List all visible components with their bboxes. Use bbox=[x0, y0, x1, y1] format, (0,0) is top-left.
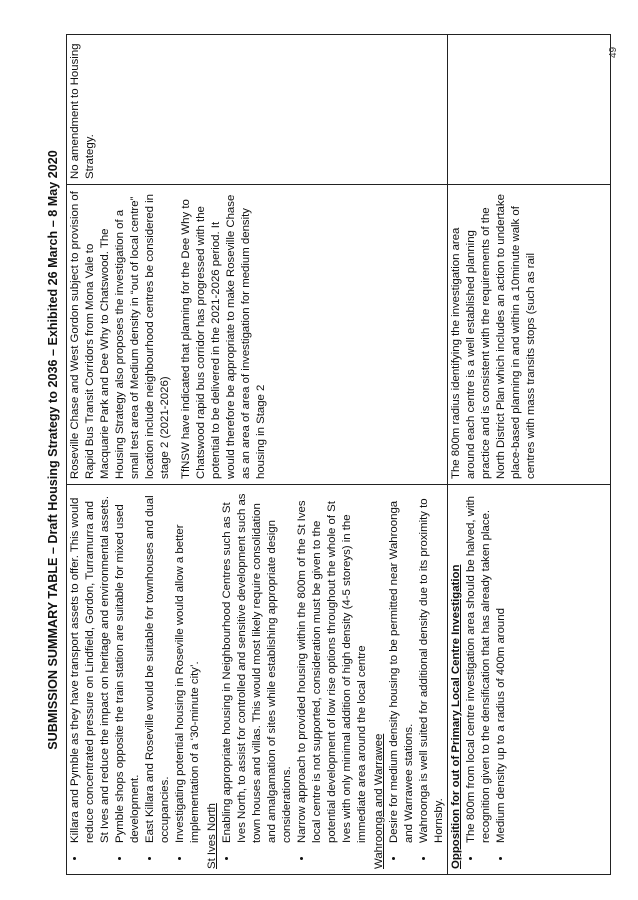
top-bullet-list bbox=[68, 490, 203, 869]
list-item: • Medium density up to a radius of 400m around bbox=[494, 490, 509, 847]
page-title: SUBMISSION SUMMARY TABLE – Draft Housing Strategy to 2036 – Exhibited 26 March – 8 May 2020 bbox=[46, 150, 60, 750]
table-row bbox=[67, 35, 448, 875]
outcome-text: No amendment to Housing Strategy. bbox=[69, 43, 96, 179]
submission-cell bbox=[67, 485, 448, 875]
list-item: • Desire for medium density housing to be permitted near Wahroonga and Warrawee stations. bbox=[387, 490, 417, 847]
list-item: • Investigating potential housing in Roseville would allow a better implementation of a ‘30-minute city’. bbox=[173, 490, 203, 847]
submission-cell bbox=[448, 485, 611, 875]
response-cell bbox=[67, 185, 448, 485]
response-paragraph: Roseville Chase and West Gordon subject to provision of Rapid Bus Transit Corridors from Mona Vale to Macquarie Park and Dee Why to Chatswood. The Housing Strategy also proposes the investigation of a small test area of Medium density in “out of local centre” location include neighbourhood centres be considered in stage 2 (2021-2026) bbox=[69, 191, 171, 479]
response-paragraph: TfNSW have indicated that planning for the Dee Why to Chatswood rapid bus corridor has progressed with the potential to be delivered in the 2021-2026 period. It would therefore be appropriate to make Roseville Chase as an area of area of investigation for medium density housing in Stage 2 bbox=[180, 194, 267, 479]
list-item: • Wahroonga is well suited for additional density due to its proximity to Hornsby. bbox=[417, 490, 447, 847]
outcome-cell bbox=[448, 35, 611, 185]
opposition-bullet-list bbox=[464, 490, 509, 869]
outcome-cell bbox=[67, 35, 448, 185]
list-item: • Killara and Pymble as they have transport assets to offer. This would reduce concentrated pressure on Lindfield, Gordon, Turramurra and St Ives and reduce the impact on heritage and environmental assets. bbox=[68, 490, 113, 847]
list-item: • The 800m from local centre investigation area should be halved, with recognition given to the densification that has already taken place. bbox=[464, 490, 494, 847]
page-number: 49 bbox=[608, 46, 619, 58]
table-row bbox=[448, 35, 611, 875]
st-ives-bullet-list bbox=[220, 490, 370, 869]
list-item: • Enabling appropriate housing in Neighbourhood Centres such as St Ives North, to assist for controlled and sensitive development such as town houses and villas. This would most likely require consolidation and amalgamation of sites while establishing appropriate design considerations. bbox=[220, 490, 295, 847]
list-item: • East Killara and Roseville would be suitable for townhouses and dual occupancies. bbox=[143, 490, 173, 847]
opposition-heading: Opposition for out of Primary Local Centre Investigation bbox=[450, 564, 462, 869]
response-cell bbox=[448, 185, 611, 485]
wahroonga-bullet-list bbox=[387, 490, 447, 869]
response-paragraph: The 800m radius identifying the investigation area around each centre is a well established planning practice and is consistent with the requirements of the North District Plan which includes an action to undertake place-based planning in and within a 10minute walk of centres with mass transits stops (such as rail bbox=[450, 194, 537, 479]
list-item: • Pymble shops opposite the train station are suitable for mixed used development. bbox=[113, 490, 143, 847]
st-ives-north-heading: St Ives North bbox=[206, 803, 218, 869]
list-item: • Narrow approach to provided housing within the 800m of the St Ives local centre is not supported, consideration must be given to the potential development of low rise options throughout the whole of St Ives with only minimal addition of high density (4-5 storeys) in the immediate area around the local centre bbox=[295, 490, 370, 847]
submission-summary-table bbox=[66, 34, 611, 875]
wahroonga-heading: Wahroonga and Warrawee bbox=[373, 733, 385, 869]
